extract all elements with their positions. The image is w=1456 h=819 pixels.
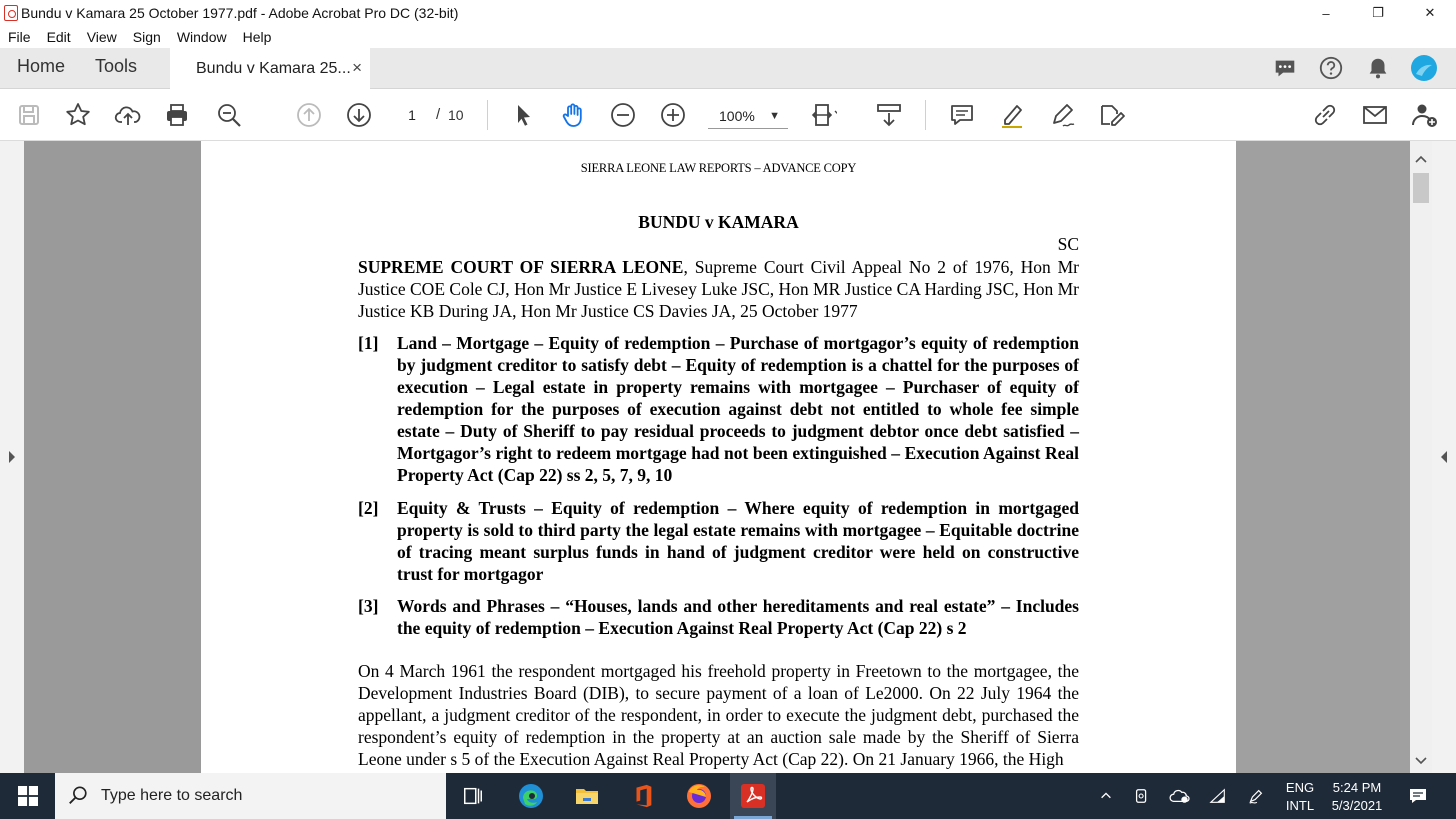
scroll-down-icon [1410, 751, 1432, 771]
page-margin [1236, 141, 1410, 773]
tab-document[interactable] [170, 48, 370, 89]
print-icon[interactable] [162, 100, 192, 130]
select-cursor-icon[interactable] [508, 100, 538, 130]
window-title: Bundu v Kamara 25 October 1977.pdf - Adobe Acrobat Pro DC (32-bit) [21, 5, 459, 21]
court-paragraph [358, 256, 1079, 322]
comment-icon[interactable] [947, 100, 977, 130]
headnote-text: Words and Phrases – “Houses, lands and other hereditaments and real estate” – Includes the equity of redemption – Execution Against Real Property Act (Cap 22) s 2 [397, 596, 1079, 638]
email-icon[interactable] [1360, 100, 1390, 130]
windows-taskbar [0, 773, 1456, 819]
taskbar-search[interactable] [55, 773, 446, 819]
input-language[interactable] [1280, 779, 1320, 815]
chevron-down-icon: ▼ [769, 110, 780, 122]
zoom-search-icon[interactable] [214, 100, 244, 130]
help-icon[interactable] [1317, 54, 1345, 82]
clock-time: 5:24 PM [1332, 780, 1382, 795]
notifications-bell-icon[interactable] [1364, 54, 1392, 82]
account-avatar[interactable] [1410, 54, 1438, 82]
sign-pen-icon[interactable] [1047, 100, 1077, 130]
body-paragraph: On 4 March 1961 the respondent mortgaged his freehold property in Freetown to the mortgagee, the Development Industries Board (DIB), to secure payment of a loan of Le2000. On 22 July 1964 the appellant, a judgment creditor of the respondent, in order to execute the judgment debt, purchased the respondent’s equity of redemption in the property at an auction sale made by the Sheriff of Sierra Leone under s 5 of the Execution Against Real Property Act (Cap 22). On 21 January 1966, the High [358, 661, 1079, 769]
page-fit-icon[interactable] [808, 100, 838, 130]
search-icon [67, 785, 89, 807]
tab-tools[interactable]: Tools [95, 56, 138, 76]
headnote-number: [3] [358, 596, 379, 616]
toolbar-divider [925, 100, 926, 130]
case-title: BUNDU v KAMARA [638, 212, 799, 232]
clock-date: 5/3/2021 [1331, 798, 1383, 813]
save-icon[interactable] [14, 100, 44, 130]
tab-home[interactable]: Home [17, 56, 66, 76]
total-pages: 10 [448, 107, 464, 123]
meet-now-icon[interactable] [1130, 773, 1154, 819]
bookmark-star-icon[interactable] [63, 100, 93, 130]
windows-logo-icon [18, 786, 38, 806]
headnote-number: [2] [358, 498, 379, 518]
main-toolbar [0, 89, 1456, 141]
menu-window[interactable]: Window [176, 29, 227, 45]
edge-browser-icon[interactable] [508, 773, 554, 819]
court-name: SUPREME COURT OF SIERRA LEONE [358, 257, 684, 277]
acrobat-pdf-icon [4, 5, 18, 21]
zoom-in-icon[interactable] [658, 100, 688, 130]
language-layout: INTL [1285, 798, 1315, 813]
current-page-input[interactable]: 1 [408, 107, 416, 123]
title-bar [0, 0, 1456, 26]
document-tab-label: Bundu v Kamara 25... [196, 59, 351, 77]
scrolling-mode-icon[interactable] [874, 100, 904, 130]
scrollbar-thumb[interactable] [1413, 173, 1429, 203]
start-button[interactable] [0, 773, 55, 819]
zoom-out-icon[interactable] [608, 100, 638, 130]
headnote-text: Equity & Trusts – Equity of redemption – Where equity of redemption in mortgaged property is sold to third party the legal estate remains with mortgagee – Equitable doctrine of tracing meant surplus funds in hand of judgment creditor were held on constructive trust for mortgagor [397, 498, 1079, 584]
office-icon[interactable] [620, 773, 666, 819]
court-abbreviation: SC [1057, 234, 1079, 254]
hand-tool-icon[interactable] [558, 100, 588, 130]
wifi-icon[interactable] [1206, 773, 1230, 819]
share-link-icon[interactable] [1310, 100, 1340, 130]
show-hidden-icons[interactable] [1094, 773, 1118, 819]
file-explorer-icon[interactable] [564, 773, 610, 819]
zoom-level-value: 100% [719, 108, 755, 124]
court-details: , Supreme Court Civil Appeal No 2 of 1976, Hon Mr Justice COE Cole CJ, Hon Mr Justice E Livesey Luke JSC, Hon MR Justice CA Harding JSC, Hon Mr Justice KB During JA, Hon Mr Justice CS Davies JA, 25 October 1977 [358, 257, 1079, 321]
page-separator: / [436, 106, 441, 123]
add-person-icon[interactable] [1410, 100, 1440, 130]
language-code: ENG [1285, 780, 1315, 795]
menu-file[interactable]: File [8, 29, 31, 45]
scroll-up-icon [1410, 149, 1432, 169]
running-header: SIERRA LEONE LAW REPORTS – ADVANCE COPY [580, 161, 857, 175]
restore-button[interactable]: ❐ [1372, 5, 1384, 20]
highlight-pen-icon[interactable] [997, 100, 1027, 130]
menu-edit[interactable]: Edit [46, 29, 71, 45]
close-tab-icon[interactable]: × [352, 58, 362, 77]
menu-sign[interactable]: Sign [132, 29, 161, 45]
menu-view[interactable]: View [86, 29, 117, 45]
headnote-text: Land – Mortgage – Equity of redemption – Purchase of mortgagor’s equity of redemption by judgment creditor to satisfy debt – Equity of redemption is a chattel for the purposes of execution – Legal estate in property remains with mortgagee – Purchaser of equity of redemption for the purposes of execution against debt not entitled to whole fee simple estate – Duty of Sheriff to pay residual proceeds to judgment debtor once debt satisfied – Mortgagor’s right to redeem mortgage had not been extinguished – Execution Against Real Property Act (Cap 22) ss 2, 5, 7, 9, 10 [397, 333, 1079, 485]
minimize-button[interactable]: – [1322, 5, 1330, 21]
document-viewport[interactable] [0, 141, 1456, 773]
clock[interactable] [1326, 779, 1388, 815]
task-view-icon[interactable] [450, 773, 496, 819]
window-controls [1300, 0, 1456, 26]
right-panel-toggle[interactable] [1432, 141, 1456, 773]
comments-icon[interactable] [1271, 54, 1299, 82]
headnote-number: [1] [358, 333, 379, 353]
zoom-level-select[interactable] [708, 103, 788, 129]
onedrive-cloud-icon[interactable] [1166, 773, 1194, 819]
pen-workspace-icon[interactable] [1244, 773, 1268, 819]
cloud-upload-icon[interactable] [113, 100, 143, 130]
menu-bar [0, 26, 1456, 48]
acrobat-taskbar-icon[interactable] [730, 773, 776, 819]
vertical-scrollbar[interactable] [1410, 141, 1432, 773]
left-panel-toggle[interactable] [0, 141, 24, 773]
previous-page-icon[interactable] [294, 100, 324, 130]
menu-help[interactable]: Help [242, 29, 272, 45]
search-placeholder: Type here to search [101, 787, 243, 804]
action-center-icon[interactable] [1404, 773, 1432, 819]
tabs-bar [0, 48, 1456, 89]
edit-pdf-icon[interactable] [1097, 100, 1127, 130]
close-window-button[interactable]: ✕ [1424, 5, 1436, 20]
next-page-icon[interactable] [344, 100, 374, 130]
toolbar-divider [487, 100, 488, 130]
firefox-icon[interactable] [676, 773, 722, 819]
pdf-page [201, 141, 1236, 773]
